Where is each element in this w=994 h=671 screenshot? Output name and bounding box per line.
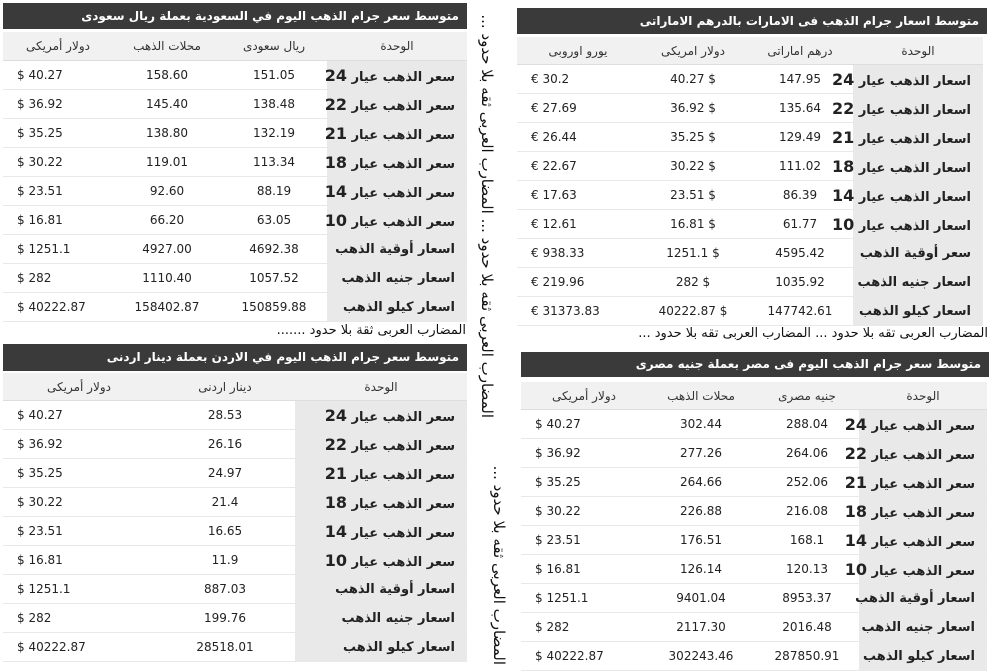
value-cell: 138.48 [221, 90, 327, 119]
unit-label: اسعار أوقية الذهب [855, 590, 975, 606]
value-cell: 216.08 [755, 497, 859, 526]
unit-label: سعر الذهب عيار [351, 156, 455, 172]
unit-label: سعر أوقية الذهب [859, 245, 971, 261]
karat-value: 22 [324, 434, 348, 454]
unit-label: سعر الذهب عيار [351, 554, 455, 570]
table-row [3, 177, 467, 206]
table-row [517, 239, 983, 268]
value-cell: 2117.30 [647, 613, 755, 642]
table-row [3, 206, 467, 235]
table-row [517, 297, 983, 326]
karat-value: 24 [324, 65, 348, 85]
unit-cell [324, 177, 467, 206]
value-cell: $ 40222.87 [3, 293, 113, 322]
karat-value: 10 [832, 214, 855, 234]
value-cell: $ 30.22 [3, 488, 155, 517]
unit-label: سعر الذهب عيار [351, 127, 455, 143]
value-cell: 135.64 [747, 94, 853, 123]
unit-cell [295, 575, 467, 604]
value-cell: $ 40222.87 [3, 633, 155, 662]
value-cell: $ 40222.87 [521, 642, 647, 671]
value-cell: 264.66 [647, 468, 755, 497]
unit-label: سعر الذهب عيار [351, 467, 455, 483]
value-cell: 132.19 [221, 119, 327, 148]
unit-label: اسعار الذهب عيار [858, 189, 971, 205]
value-cell: $ 1251.1 [3, 235, 113, 264]
unit-cell [295, 633, 467, 662]
value-cell: 63.05 [221, 206, 327, 235]
unit-cell [853, 268, 983, 297]
karat-value: 14 [324, 521, 348, 541]
karat-value: 22 [844, 443, 868, 463]
value-cell: $ 16.81 [3, 546, 155, 575]
value-cell: 129.49 [747, 123, 853, 152]
value-cell: 199.76 [155, 604, 295, 633]
unit-label: اسعار جنيه الذهب [857, 274, 971, 290]
unit-cell [844, 410, 987, 439]
table-row [3, 488, 467, 517]
unit-cell [324, 148, 467, 177]
unit-cell [295, 488, 467, 517]
value-cell: $ 36.92 [639, 94, 747, 123]
unit-cell [859, 613, 987, 642]
value-cell: 226.88 [647, 497, 755, 526]
table-row [3, 119, 467, 148]
unit-label: سعر الذهب عيار [871, 447, 975, 463]
header-col2: محلات الذهب [647, 382, 755, 410]
value-cell: $ 16.81 [521, 555, 647, 584]
value-cell: $ 1251.1 [3, 575, 155, 604]
value-cell: $ 30.22 [639, 152, 747, 181]
unit-label: اسعار كيلو الذهب [343, 299, 455, 315]
unit-cell [327, 293, 467, 322]
unit-cell [327, 264, 467, 293]
karat-value: 21 [324, 463, 348, 483]
unit-label: سعر الذهب عيار [871, 563, 975, 579]
unit-label: اسعار كيلو الذهب [863, 648, 975, 664]
table-row [521, 439, 987, 468]
header-col3: دولار أمريكى [3, 32, 113, 61]
value-cell: 1057.52 [221, 264, 327, 293]
unit-label: سعر الذهب عيار [351, 438, 455, 454]
unit-label: اسعار كيلو الذهب [859, 303, 971, 319]
table-row [521, 584, 987, 613]
unit-cell [295, 604, 467, 633]
value-cell: 145.40 [113, 90, 221, 119]
table-row [3, 546, 467, 575]
value-cell: $ 23.51 [521, 526, 647, 555]
unit-cell [295, 459, 467, 488]
unit-label: اسعار كيلو الذهب [343, 639, 455, 655]
value-cell: € 12.61 [517, 210, 639, 239]
value-cell: € 31373.83 [517, 297, 639, 326]
unit-cell [324, 61, 467, 90]
egypt-gold-table-panel [521, 352, 989, 668]
karat-value: 10 [324, 210, 348, 230]
unit-cell [853, 239, 983, 268]
table-row [3, 90, 467, 119]
header-col1: دينار اردنى [155, 373, 295, 401]
value-cell: $ 1251.1 [521, 584, 647, 613]
saudi-gold-table [3, 32, 467, 322]
table-row [517, 65, 983, 94]
table-row [3, 401, 467, 430]
unit-label: سعر الذهب عيار [351, 69, 455, 85]
value-cell: € 22.67 [517, 152, 639, 181]
unit-label: اسعار الذهب عيار [858, 131, 971, 147]
unit-cell [844, 526, 987, 555]
table-row [517, 268, 983, 297]
unit-label: سعر الذهب عيار [871, 476, 975, 492]
header-col1: ريال سعودى [221, 32, 327, 61]
unit-cell [844, 497, 987, 526]
table-row [521, 497, 987, 526]
value-cell: 252.06 [755, 468, 859, 497]
unit-cell [295, 430, 467, 459]
value-cell: 138.80 [113, 119, 221, 148]
header-unit: الوحدة [853, 37, 983, 65]
value-cell: $ 35.25 [639, 123, 747, 152]
karat-value: 21 [844, 472, 868, 492]
saudi-gold-table-panel [3, 3, 467, 321]
egypt-gold-table [521, 382, 987, 671]
value-cell: $ 282 [521, 613, 647, 642]
value-cell: € 938.33 [517, 239, 639, 268]
value-cell: 288.04 [755, 410, 859, 439]
uae-table-title: متوسط اسعار جرام الذهب فى الامارات بالدرهم الاماراتى [517, 8, 987, 34]
value-cell: 168.1 [755, 526, 859, 555]
unit-cell [832, 123, 983, 152]
value-cell: 1110.40 [113, 264, 221, 293]
karat-value: 18 [844, 501, 868, 521]
table-row [3, 293, 467, 322]
egypt-table-title: متوسط سعر جرام الذهب اليوم فى مصر بعملة جنيه مصرى [521, 352, 989, 377]
value-cell: $ 40.27 [521, 410, 647, 439]
value-cell: 4595.42 [747, 239, 853, 268]
value-cell: 887.03 [155, 575, 295, 604]
unit-cell [832, 65, 983, 94]
header-col1: جنيه مصرى [755, 382, 859, 410]
table-row [3, 459, 467, 488]
karat-value: 14 [832, 185, 855, 205]
header-col2: دولار أمريكى [3, 373, 155, 401]
header-unit: الوحدة [295, 373, 467, 401]
value-cell: $ 16.81 [3, 206, 113, 235]
value-cell: 24.97 [155, 459, 295, 488]
value-cell: 147742.61 [747, 297, 853, 326]
karat-value: 14 [844, 530, 868, 550]
value-cell: $ 16.81 [639, 210, 747, 239]
uae-gold-table [517, 37, 983, 326]
karat-value: 18 [832, 156, 855, 176]
unit-label: اسعار جنيه الذهب [861, 619, 975, 635]
unit-label: اسعار الذهب عيار [858, 160, 971, 176]
value-cell: 287850.91 [755, 642, 859, 671]
karat-value: 14 [324, 181, 348, 201]
table-row [517, 181, 983, 210]
value-cell: $ 40.27 [3, 401, 155, 430]
value-cell: $ 36.92 [521, 439, 647, 468]
unit-cell [295, 517, 467, 546]
value-cell: 2016.48 [755, 613, 859, 642]
unit-cell [295, 546, 467, 575]
karat-value: 18 [324, 152, 348, 172]
value-cell: € 27.69 [517, 94, 639, 123]
value-cell: 147.95 [747, 65, 853, 94]
value-cell: 113.34 [221, 148, 327, 177]
unit-label: سعر الذهب عيار [351, 214, 455, 230]
karat-value: 22 [324, 94, 348, 114]
unit-label: اسعار الذهب عيار [858, 218, 971, 234]
karat-value: 10 [844, 559, 868, 579]
karat-value: 21 [324, 123, 348, 143]
value-cell: $ 30.22 [521, 497, 647, 526]
value-cell: 26.16 [155, 430, 295, 459]
header-unit: الوحدة [859, 382, 987, 410]
karat-value: 18 [324, 492, 348, 512]
value-cell: $ 40.27 [639, 65, 747, 94]
value-cell: $ 282 [3, 264, 113, 293]
value-cell: 66.20 [113, 206, 221, 235]
value-cell: 11.9 [155, 546, 295, 575]
value-cell: 150859.88 [221, 293, 327, 322]
table-row [3, 235, 467, 264]
value-cell: $ 23.51 [639, 181, 747, 210]
header-col3: يورو اوروبى [517, 37, 639, 65]
value-cell: $ 1251.1 [639, 239, 747, 268]
value-cell: 277.26 [647, 439, 755, 468]
unit-cell [324, 206, 467, 235]
value-cell: $ 36.92 [3, 430, 155, 459]
unit-cell [832, 94, 983, 123]
value-cell: $ 282 [3, 604, 155, 633]
value-cell: 126.14 [647, 555, 755, 584]
value-cell: 4927.00 [113, 235, 221, 264]
value-cell: € 30.2 [517, 65, 639, 94]
header-unit: الوحدة [327, 32, 467, 61]
value-cell: 302.44 [647, 410, 755, 439]
value-cell: $ 36.92 [3, 90, 113, 119]
karat-value: 24 [844, 414, 868, 434]
value-cell: 28.53 [155, 401, 295, 430]
value-cell: $ 23.51 [3, 517, 155, 546]
karat-value: 22 [832, 98, 855, 118]
unit-cell [844, 555, 987, 584]
unit-cell [844, 439, 987, 468]
unit-cell [295, 401, 467, 430]
watermark-right: المضارب العربى تقه بلا حدود ... المضارب العربى تقه بلا حدود ... [638, 326, 988, 341]
karat-value: 24 [832, 69, 855, 89]
table-row [517, 210, 983, 239]
value-cell: 28518.01 [155, 633, 295, 662]
value-cell: € 17.63 [517, 181, 639, 210]
value-cell: $ 35.25 [3, 459, 155, 488]
unit-label: سعر الذهب عيار [871, 505, 975, 521]
unit-label: سعر الذهب عيار [351, 409, 455, 425]
value-cell: 158402.87 [113, 293, 221, 322]
value-cell: 111.02 [747, 152, 853, 181]
saudi-table-title: متوسط سعر جرام الذهب اليوم في السعودية بعملة ريال سعودى [3, 3, 467, 29]
value-cell: $ 40.27 [3, 61, 113, 90]
watermark-vertical-bottom: المضارب العربى ثقه بلا حدود ... [490, 465, 508, 665]
value-cell: $ 30.22 [3, 148, 113, 177]
unit-label: اسعار أوقية الذهب [335, 581, 455, 597]
table-row [521, 526, 987, 555]
value-cell: 120.13 [755, 555, 859, 584]
unit-label: اسعار جنيه الذهب [341, 610, 455, 626]
header-col2: دولار امريكى [639, 37, 747, 65]
table-row [3, 517, 467, 546]
table-row [3, 633, 467, 662]
karat-value: 24 [324, 405, 348, 425]
table-row [521, 642, 987, 671]
unit-label: سعر الذهب عيار [351, 496, 455, 512]
jordan-gold-table-panel [3, 344, 467, 666]
unit-label: اسعار الذهب عيار [858, 102, 971, 118]
unit-cell [324, 119, 467, 148]
table-row [3, 61, 467, 90]
value-cell: 119.01 [113, 148, 221, 177]
unit-cell [324, 90, 467, 119]
table-row [521, 410, 987, 439]
unit-cell [855, 584, 987, 613]
value-cell: 86.39 [747, 181, 853, 210]
value-cell: 92.60 [113, 177, 221, 206]
value-cell: $ 35.25 [521, 468, 647, 497]
unit-cell [832, 152, 983, 181]
uae-gold-table-panel [517, 8, 987, 323]
table-row [517, 94, 983, 123]
unit-cell [859, 642, 987, 671]
value-cell: 9401.04 [647, 584, 755, 613]
jordan-table-title: متوسط سعر جرام الذهب اليوم في الاردن بعملة دينار اردنى [3, 344, 467, 371]
table-row [3, 575, 467, 604]
unit-label: اسعار أوقية الذهب [335, 241, 455, 257]
karat-value: 10 [324, 550, 348, 570]
table-row [3, 264, 467, 293]
unit-cell [832, 210, 983, 239]
unit-label: اسعار جنيه الذهب [341, 270, 455, 286]
value-cell: 176.51 [647, 526, 755, 555]
table-row [517, 152, 983, 181]
header-col1: درهم اماراتى [747, 37, 853, 65]
karat-value: 21 [832, 127, 855, 147]
unit-cell [832, 181, 983, 210]
table-row [3, 148, 467, 177]
watermark-left: المضارب العربى ثقة بلا حدود ....... [276, 323, 466, 338]
table-row [521, 468, 987, 497]
value-cell: $ 282 [639, 268, 747, 297]
watermark-vertical-top: المضارب العربى ثقه بلا حدود ... المضارب العربى ثقه بلا حدود ... [478, 14, 496, 418]
value-cell: 1035.92 [747, 268, 853, 297]
table-row [521, 613, 987, 642]
value-cell: $ 35.25 [3, 119, 113, 148]
header-col3: دولار أمريكى [521, 382, 647, 410]
unit-label: سعر الذهب عيار [351, 98, 455, 114]
value-cell: 302243.46 [647, 642, 755, 671]
value-cell: $ 40222.87 [639, 297, 747, 326]
table-row [521, 555, 987, 584]
table-row [517, 123, 983, 152]
unit-cell [844, 468, 987, 497]
value-cell: 16.65 [155, 517, 295, 546]
value-cell: 151.05 [221, 61, 327, 90]
value-cell: $ 23.51 [3, 177, 113, 206]
value-cell: 158.60 [113, 61, 221, 90]
value-cell: 88.19 [221, 177, 327, 206]
unit-label: سعر الذهب عيار [351, 185, 455, 201]
value-cell: 61.77 [747, 210, 853, 239]
unit-cell [327, 235, 467, 264]
unit-label: اسعار الذهب عيار [858, 73, 971, 89]
value-cell: € 26.44 [517, 123, 639, 152]
value-cell: 264.06 [755, 439, 859, 468]
value-cell: 4692.38 [221, 235, 327, 264]
header-col2: محلات الذهب [113, 32, 221, 61]
unit-label: سعر الذهب عيار [871, 418, 975, 434]
unit-cell [853, 297, 983, 326]
value-cell: 21.4 [155, 488, 295, 517]
jordan-gold-table [3, 373, 467, 662]
table-row [3, 430, 467, 459]
unit-label: سعر الذهب عيار [871, 534, 975, 550]
unit-label: سعر الذهب عيار [351, 525, 455, 541]
value-cell: 8953.37 [755, 584, 859, 613]
value-cell: € 219.96 [517, 268, 639, 297]
table-row [3, 604, 467, 633]
